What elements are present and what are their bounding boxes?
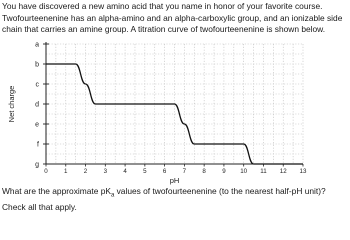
- question-text: [2, 186, 348, 214]
- y-category-label: c: [35, 81, 39, 89]
- x-tick-label: 5: [143, 168, 147, 175]
- question-text-start: What are the approximate pK: [2, 186, 111, 196]
- x-tick-label: 8: [202, 168, 206, 175]
- x-tick-label: 11: [260, 168, 267, 175]
- x-tick-label: 10: [240, 168, 248, 175]
- titration-chart: [0, 38, 350, 186]
- x-tick-label: 7: [182, 168, 187, 175]
- y-category-label: g: [35, 161, 39, 169]
- x-tick-label: 12: [279, 168, 287, 175]
- question-text-end: values of twofourteenenine (to the nearest half-pH unit)? Check all that apply.: [2, 186, 326, 213]
- y-category-label: f: [37, 141, 39, 149]
- intro-text: You have discovered a new amino acid that you name in honor of your favorite course. Twofourteenenine has an alpha-amino and an alpha-carboxylic group, and an ionizable side chain that carries an amine group. A titration curve of twofourteenenine is shown below.: [2, 1, 343, 34]
- x-tick-label: 0: [44, 168, 48, 175]
- y-category-label: e: [35, 121, 39, 129]
- x-tick-label: 9: [222, 168, 226, 175]
- y-category-label: b: [35, 61, 39, 69]
- x-axis-title: pH: [169, 176, 180, 185]
- y-category-label: d: [35, 101, 39, 109]
- x-tick-label: 4: [123, 168, 127, 175]
- x-tick-label: 6: [162, 168, 167, 175]
- x-tick-labels: [44, 164, 307, 175]
- y-axis-title: Net charge: [7, 85, 16, 123]
- question-subscript: a: [110, 192, 115, 199]
- x-tick-label: 13: [299, 168, 307, 175]
- x-tick-label: 1: [64, 168, 68, 175]
- y-category-labels: [35, 42, 49, 169]
- x-tick-label: 2: [83, 168, 88, 175]
- x-tick-label: 3: [103, 168, 108, 175]
- y-category-label: a: [35, 41, 39, 49]
